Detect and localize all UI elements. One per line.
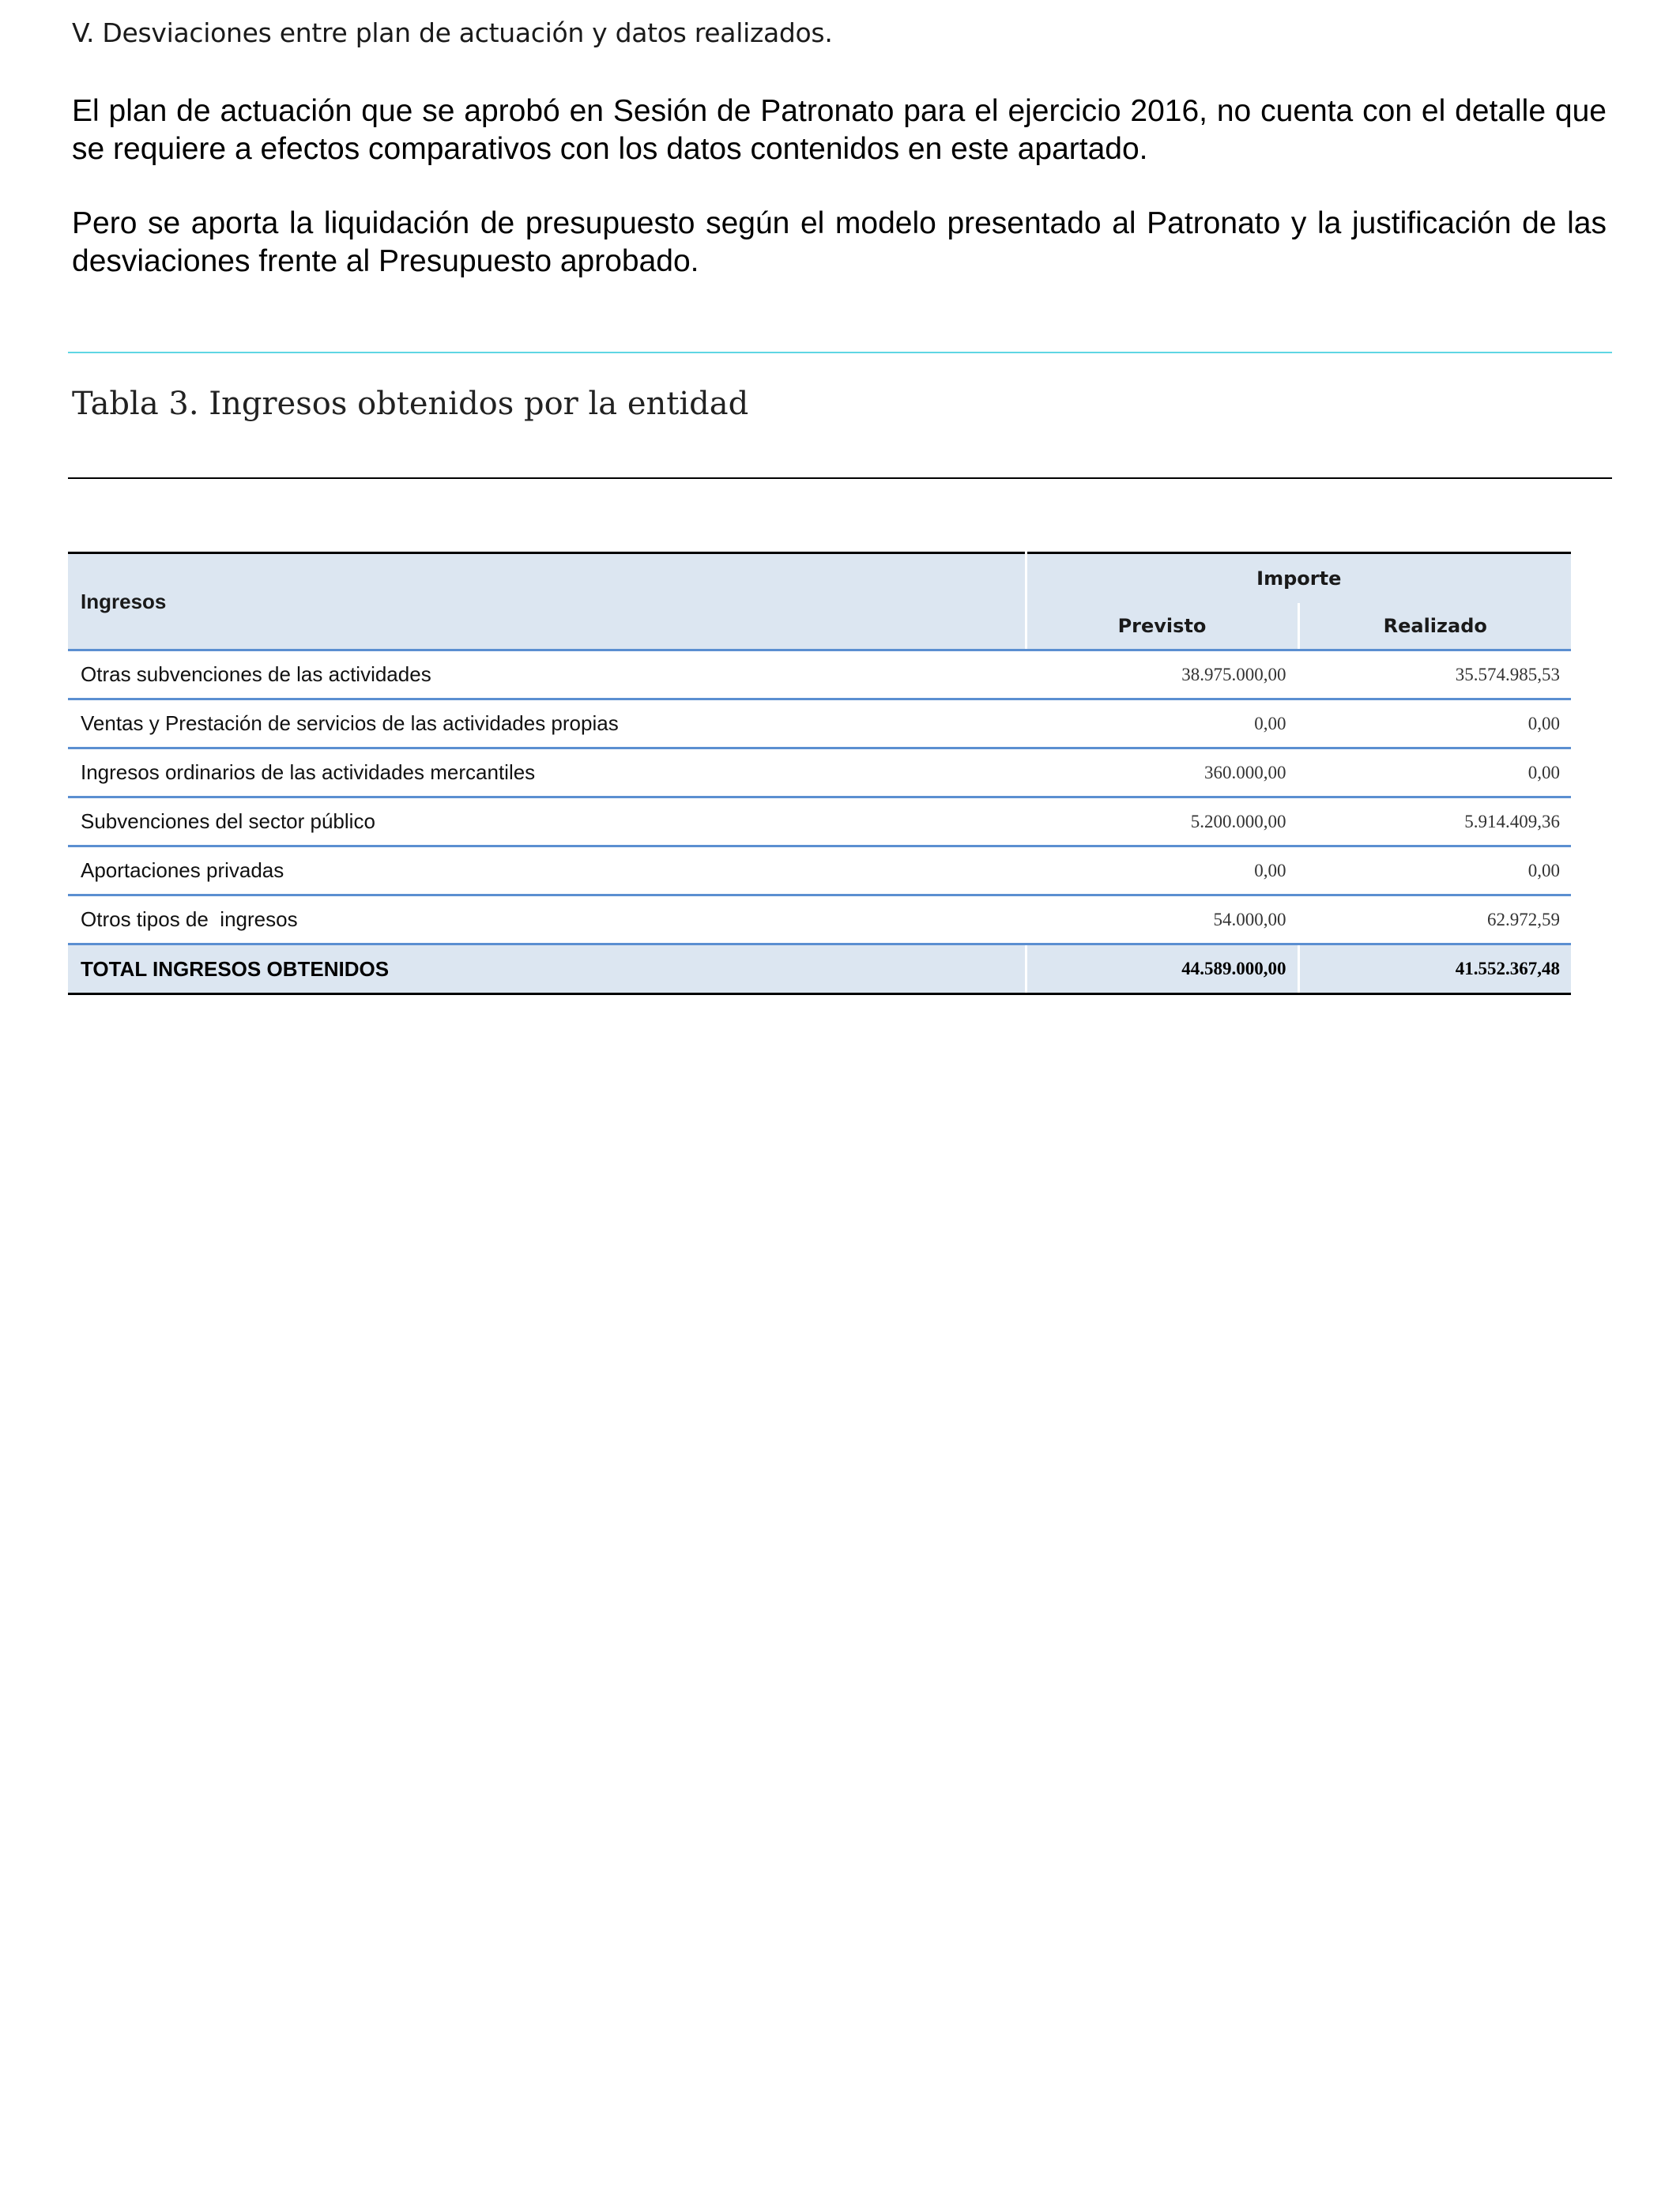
row-previsto: 5.200.000,00 [1026, 797, 1298, 846]
table-row [68, 895, 1571, 944]
total-row [68, 944, 1571, 994]
table-title: Tabla 3. Ingresos obtenidos por la entidad [72, 386, 749, 422]
table-row [68, 699, 1571, 748]
section-heading: V. Desviaciones entre plan de actuación y datos realizados. [72, 17, 833, 48]
table-row [68, 748, 1571, 797]
row-label: Otros tipos de ingresos [68, 895, 1026, 944]
row-realizado: 0,00 [1298, 699, 1571, 748]
row-label: Otras subvenciones de las actividades [68, 650, 1026, 699]
row-previsto: 54.000,00 [1026, 895, 1298, 944]
table-row [68, 650, 1571, 699]
column-header-importe: Importe [1026, 553, 1571, 603]
total-label: TOTAL INGRESOS OBTENIDOS [68, 944, 1026, 994]
row-realizado: 35.574.985,53 [1298, 650, 1571, 699]
row-previsto: 0,00 [1026, 699, 1298, 748]
ingresos-table [68, 552, 1571, 995]
row-previsto: 0,00 [1026, 846, 1298, 895]
total-realizado: 41.552.367,48 [1298, 944, 1571, 994]
row-label: Subvenciones del sector público [68, 797, 1026, 846]
row-previsto: 360.000,00 [1026, 748, 1298, 797]
row-realizado: 62.972,59 [1298, 895, 1571, 944]
column-header-previsto: Previsto [1026, 603, 1298, 650]
row-label: Ventas y Prestación de servicios de las actividades propias [68, 699, 1026, 748]
row-label: Aportaciones privadas [68, 846, 1026, 895]
column-header-ingresos: Ingresos [68, 553, 1026, 650]
row-previsto: 38.975.000,00 [1026, 650, 1298, 699]
paragraph-plan: El plan de actuación que se aprobó en Sesión de Patronato para el ejercicio 2016, no cuenta con el detalle que se requiere a efectos comparativos con los datos contenidos en este apartado. [72, 94, 1607, 166]
paragraph-liquidacion: Pero se aporta la liquidación de presupuesto según el modelo presentado al Patronato y la justificación de las desviaciones frente al Presupuesto aprobado. [72, 206, 1607, 278]
section-divider [68, 352, 1612, 353]
row-realizado: 0,00 [1298, 748, 1571, 797]
total-previsto: 44.589.000,00 [1026, 944, 1298, 994]
table-row [68, 846, 1571, 895]
row-realizado: 0,00 [1298, 846, 1571, 895]
column-header-realizado: Realizado [1298, 603, 1571, 650]
row-label: Ingresos ordinarios de las actividades mercantiles [68, 748, 1026, 797]
title-underline [68, 477, 1612, 479]
row-realizado: 5.914.409,36 [1298, 797, 1571, 846]
table-row [68, 797, 1571, 846]
